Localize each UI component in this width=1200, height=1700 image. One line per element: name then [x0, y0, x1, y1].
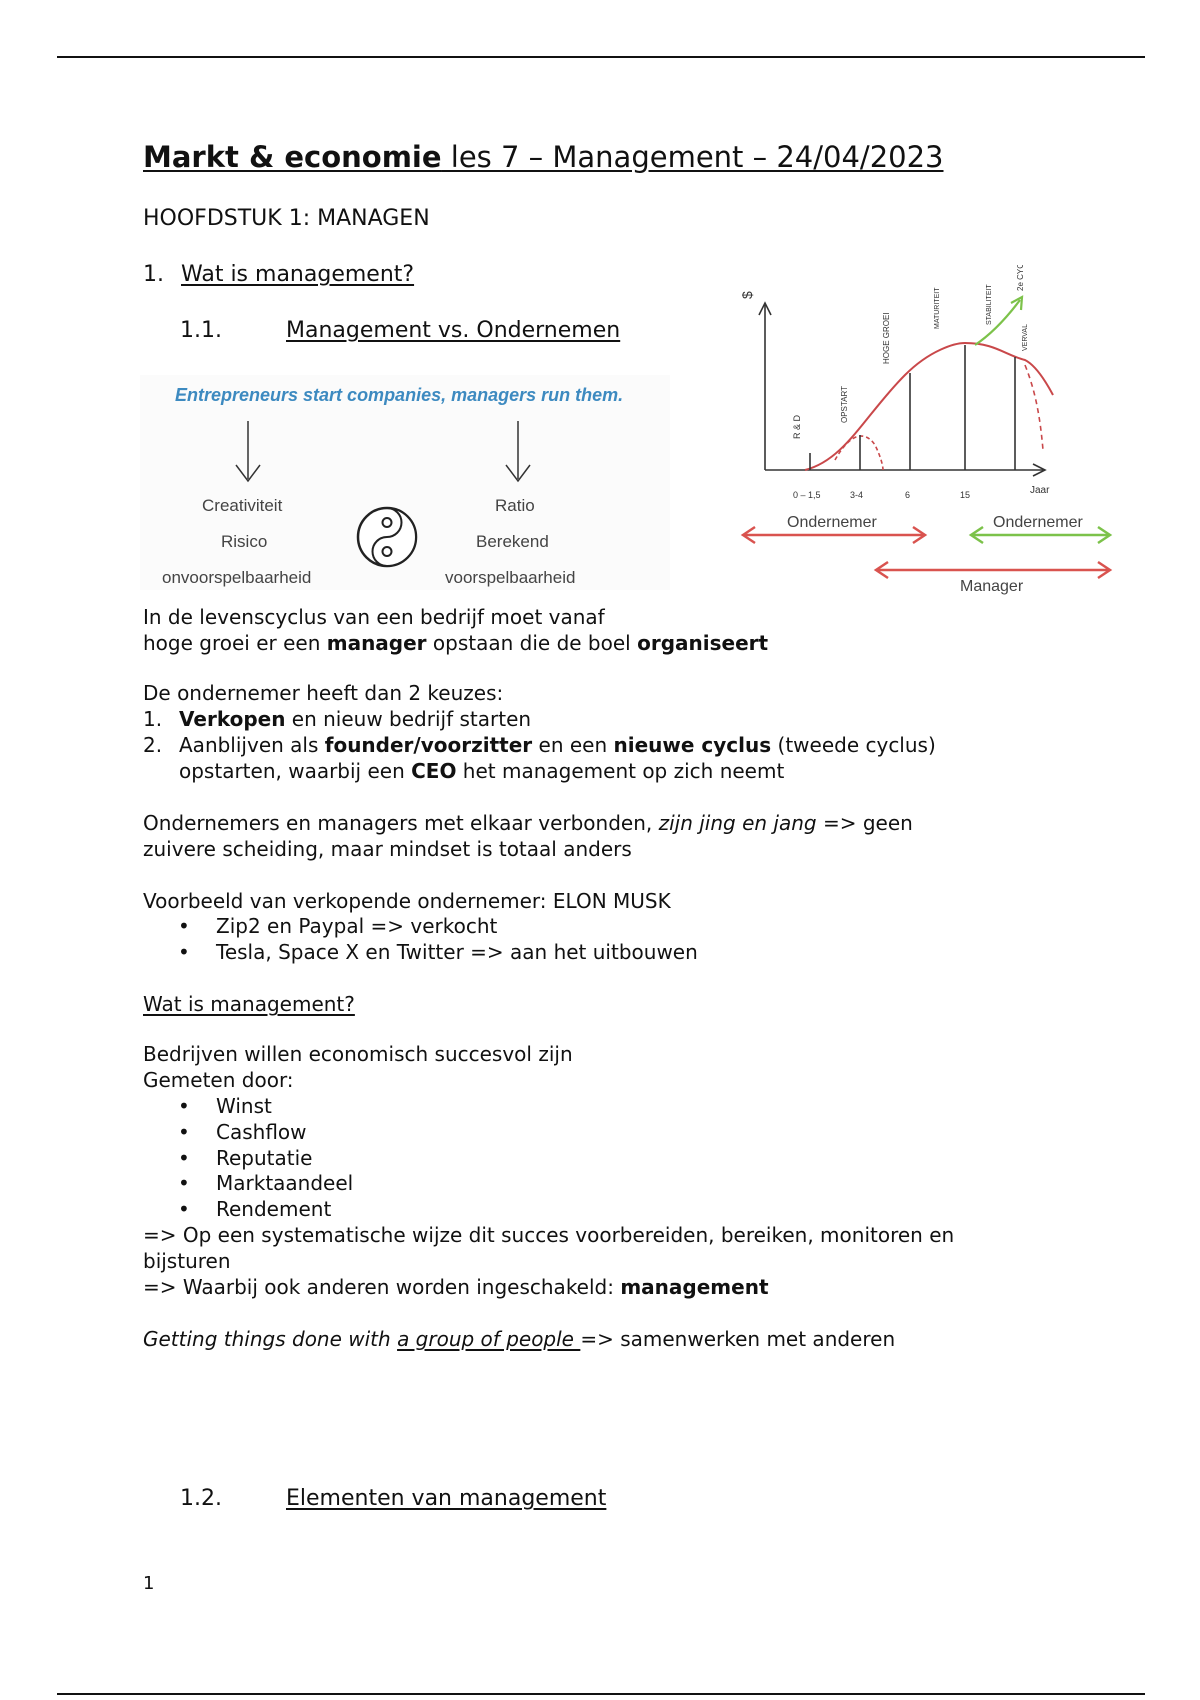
left-trait-2: Risico — [221, 532, 268, 551]
p6-line — [143, 1326, 895, 1352]
p5-line-4: bijsturen — [143, 1249, 231, 1273]
chapter-heading: HOOFDSTUK 1: MANAGEN — [143, 206, 430, 231]
page-title — [143, 140, 944, 174]
stage-opstart: OPSTART — [840, 385, 849, 423]
p5-bullet-2 — [178, 1119, 307, 1145]
p5-bullet-5 — [178, 1196, 332, 1222]
figure-entrepreneur-vs-manager — [140, 375, 670, 590]
p2-item-2-bold-founder: founder/voorzitter — [324, 733, 533, 757]
stage-maturiteit: MATURITEIT — [934, 287, 941, 329]
p5-line-1: Bedrijven willen economisch succesvol zijn — [143, 1042, 573, 1066]
p2-item-2-f: opstarten, waarbij een — [179, 759, 412, 783]
p1-bold-manager: manager — [326, 631, 427, 655]
p1-text-c: opstaan die de boel — [426, 631, 638, 655]
stage-stabiliteit: STABILITEIT — [986, 284, 993, 325]
p6-italic: Getting things done with — [143, 1327, 398, 1351]
p2-item-2 — [143, 732, 936, 758]
p3-line-1 — [143, 810, 913, 836]
right-trait-1: Ratio — [495, 496, 535, 515]
p2-item-2-a: Aanblijven als — [179, 733, 325, 757]
p5-bullet-4-text: Marktaandeel — [216, 1171, 354, 1195]
stage-verval: VERVAL — [1022, 324, 1029, 351]
section-1-title: Wat is management? — [181, 262, 415, 287]
p1-line-1: In de levenscyclus van een bedrijf moet vanaf — [143, 605, 605, 629]
p2-item-2-bold-cyclus: nieuwe cyclus — [613, 733, 772, 757]
subsection-1-2-number: 1.2. — [180, 1486, 222, 1511]
p5-line-5 — [143, 1274, 769, 1300]
bottom-rule — [57, 1693, 1145, 1695]
left-trait-1: Creativiteit — [202, 496, 283, 515]
p5-bullet-4 — [178, 1170, 354, 1196]
heading-wat-is-management: Wat is management? — [143, 992, 355, 1016]
p5-bold-management: management — [620, 1275, 769, 1299]
decline-curve — [1025, 365, 1043, 450]
x-axis-label: Jaar — [1030, 485, 1050, 496]
p2-item-2-bold-ceo: CEO — [411, 759, 457, 783]
p5-bullet-1-text: Winst — [216, 1094, 272, 1118]
subsection-1-1-number: 1.1. — [180, 318, 222, 343]
title-bold: Markt & economie — [143, 140, 442, 174]
stage-rd: R & D — [792, 414, 802, 439]
right-trait-2: Berekend — [476, 532, 549, 551]
p6-rest: => samenwerken met anderen — [580, 1327, 896, 1351]
p1-text-a: hoge groei er een — [143, 631, 327, 655]
title-rest: les 7 – Management – 24/04/2023 — [441, 140, 944, 174]
p3-line-2: zuivere scheiding, maar mindset is totaal anders — [143, 837, 632, 861]
stage-hoge-groei: HOGE GROEI — [882, 312, 891, 364]
p1-line-2 — [143, 630, 768, 656]
subsection-1-2-title: Elementen van management — [286, 1486, 607, 1511]
stage-2e-cyclus: 2e CYCLUS — [1016, 265, 1025, 291]
first-hump — [835, 436, 883, 470]
p6-italic-underlined: a group of people — [397, 1327, 581, 1351]
tick-3: 15 — [960, 490, 971, 500]
section-1-heading — [143, 262, 414, 287]
p2-intro: De ondernemer heeft dan 2 keuzes: — [143, 681, 504, 705]
left-trait-3: onvoorspelbaarheid — [162, 568, 312, 587]
p2-item-2-cont — [179, 758, 784, 784]
p2-item-2-c: en een — [532, 733, 614, 757]
p2-item-1-number: 1. — [143, 707, 163, 731]
p4-bullet-2-text: Tesla, Space X en Twitter => aan het uitbouwen — [216, 940, 698, 964]
p5-line-3: => Op een systematische wijze dit succes voorbereiden, bereiken, monitoren en — [143, 1223, 955, 1247]
p5-bullet-5-text: Rendement — [216, 1197, 332, 1221]
page-number: 1 — [143, 1573, 155, 1594]
p4-bullet-2 — [178, 939, 698, 965]
p4-bullet-1-text: Zip2 en Paypal => verkocht — [216, 914, 498, 938]
p4-intro: Voorbeeld van verkopende ondernemer: ELON MUSK — [143, 889, 671, 913]
p5-bullet-3 — [178, 1145, 313, 1171]
tick-0: 0 – 1,5 — [793, 490, 821, 500]
figure-quote: Entrepreneurs start companies, managers run them. — [175, 385, 624, 405]
p2-item-1-bold: Verkopen — [179, 707, 286, 731]
p3-italic: zijn jing en jang — [658, 811, 817, 835]
p5-text-a: => Waarbij ook anderen worden ingeschakeld: — [143, 1275, 621, 1299]
p1-bold-organiseert: organiseert — [637, 631, 769, 655]
p2-item-2-number: 2. — [143, 733, 163, 757]
second-cycle-curve — [975, 300, 1020, 345]
top-rule — [57, 56, 1145, 58]
p5-bullet-3-text: Reputatie — [216, 1146, 313, 1170]
ondernemer-right-label: Ondernemer — [993, 514, 1083, 531]
p4-bullet-1 — [178, 913, 498, 939]
ondernemer-left-label: Ondernemer — [787, 514, 877, 531]
section-1-number: 1. — [143, 262, 164, 287]
subsection-1-1-heading — [180, 318, 222, 343]
p5-bullet-2-text: Cashflow — [216, 1120, 307, 1144]
p3-text-c: => geen — [816, 811, 913, 835]
p3-text-a: Ondernemers en managers met elkaar verbonden, — [143, 811, 659, 835]
tick-2: 6 — [905, 490, 911, 500]
p2-item-2-h: het management op zich neemt — [456, 759, 785, 783]
right-trait-3: voorspelbaarheid — [445, 568, 576, 587]
figure-lifecycle — [735, 265, 1120, 595]
subsection-1-1-title: Management vs. Ondernemen — [286, 318, 621, 343]
y-axis-label: $ — [739, 291, 755, 299]
p5-bullet-1 — [178, 1093, 272, 1119]
p2-item-1-rest: en nieuw bedrijf starten — [285, 707, 532, 731]
tick-1: 3-4 — [850, 490, 864, 500]
p2-item-1 — [143, 706, 531, 732]
p5-line-2: Gemeten door: — [143, 1068, 294, 1092]
lifecycle-svg — [735, 265, 1120, 595]
p2-item-2-e: (tweede cyclus) — [771, 733, 936, 757]
yin-yang-icon — [355, 505, 419, 569]
manager-label: Manager — [960, 578, 1024, 595]
